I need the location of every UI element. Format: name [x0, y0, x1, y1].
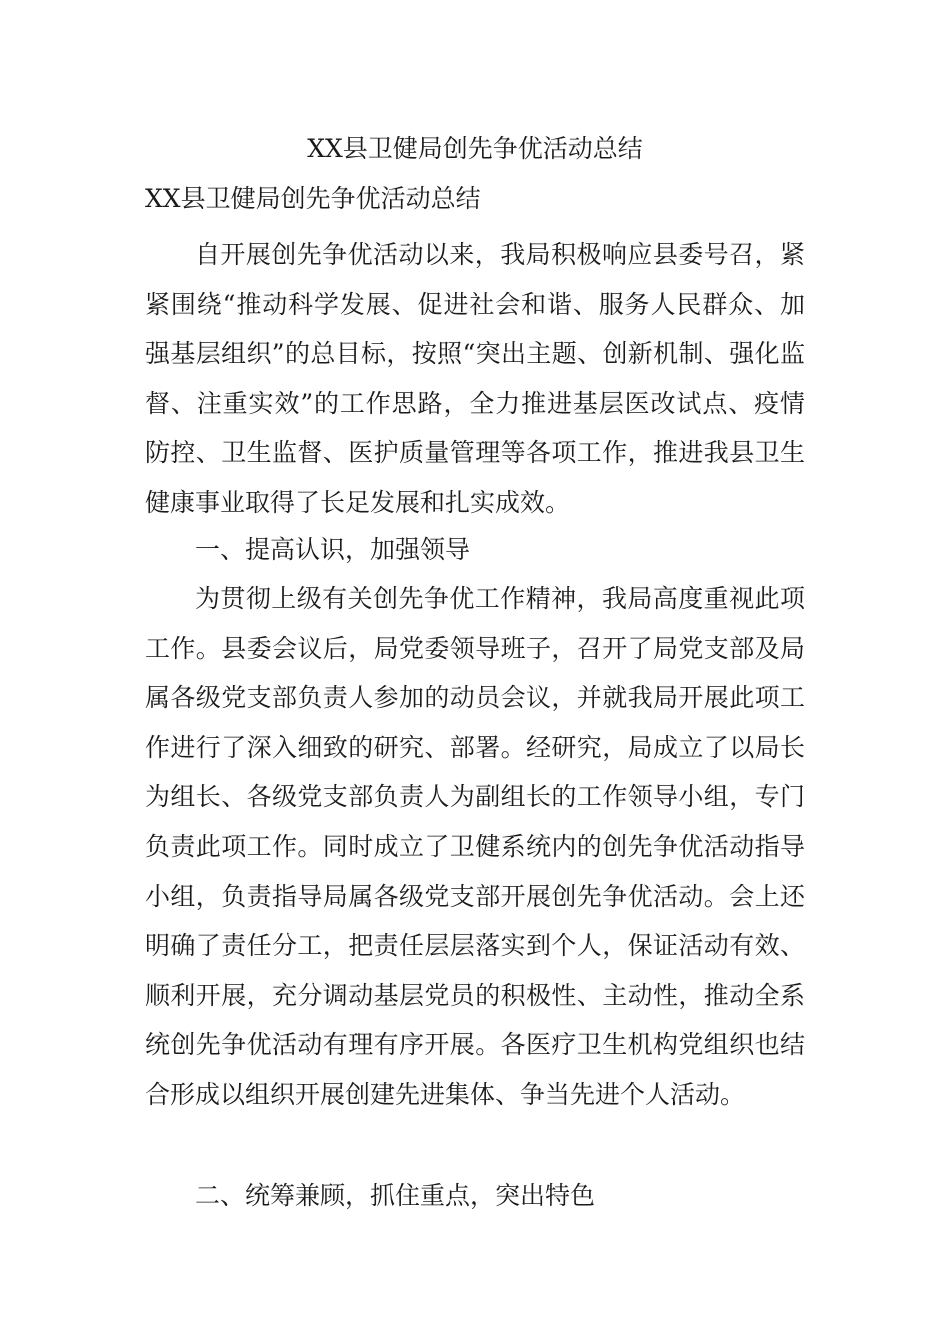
section-heading-2: 二、统筹兼顾，抓住重点，突出特色: [195, 1181, 596, 1210]
section-1-paragraph: 为贯彻上级有关创先争优工作精神，我局高度重视此项工作。县委会议后，局党委领导班子，召开了局党支部及局属各级党支部负责人参加的动员会议，并就我局开展此项工作进行了深入细致的研究、部署。经研究，局成立了以局长为组长、各级党支部负责人为副组长的工作领导小组，专门负责此项工作。同时成立了卫健系统内的创先争优活动指导小组，负责指导局属各级党支部开展创先争优活动。会上还明确了责任分工，把责任层层落实到个人，保证活动有效、顺利开展，充分调动基层党员的积极性、主动性，推动全系统创先争优活动有理有序开展。各医疗卫生机构党组织也结合形成以组织开展创建先进集体、争当先进个人活动。: [145, 584, 805, 1109]
document-subtitle: XX县卫健局创先争优活动总结: [145, 184, 481, 213]
document-title: XX县卫健局创先争优活动总结: [307, 134, 643, 163]
section-heading-1: 一、提高认识，加强领导: [195, 535, 471, 564]
intro-paragraph: 自开展创先争优活动以来，我局积极响应县委号召，紧紧围绕“推动科学发展、促进社会和谐、服务人民群众、加强基层组织”的总目标，按照“突出主题、创新机制、强化监督、注重实效”的工作思路，全力推进基层医改试点、疫情防控、卫生监督、医护质量管理等各项工作，推进我县卫生健康事业取得了长足发展和扎实成效。: [145, 240, 805, 517]
